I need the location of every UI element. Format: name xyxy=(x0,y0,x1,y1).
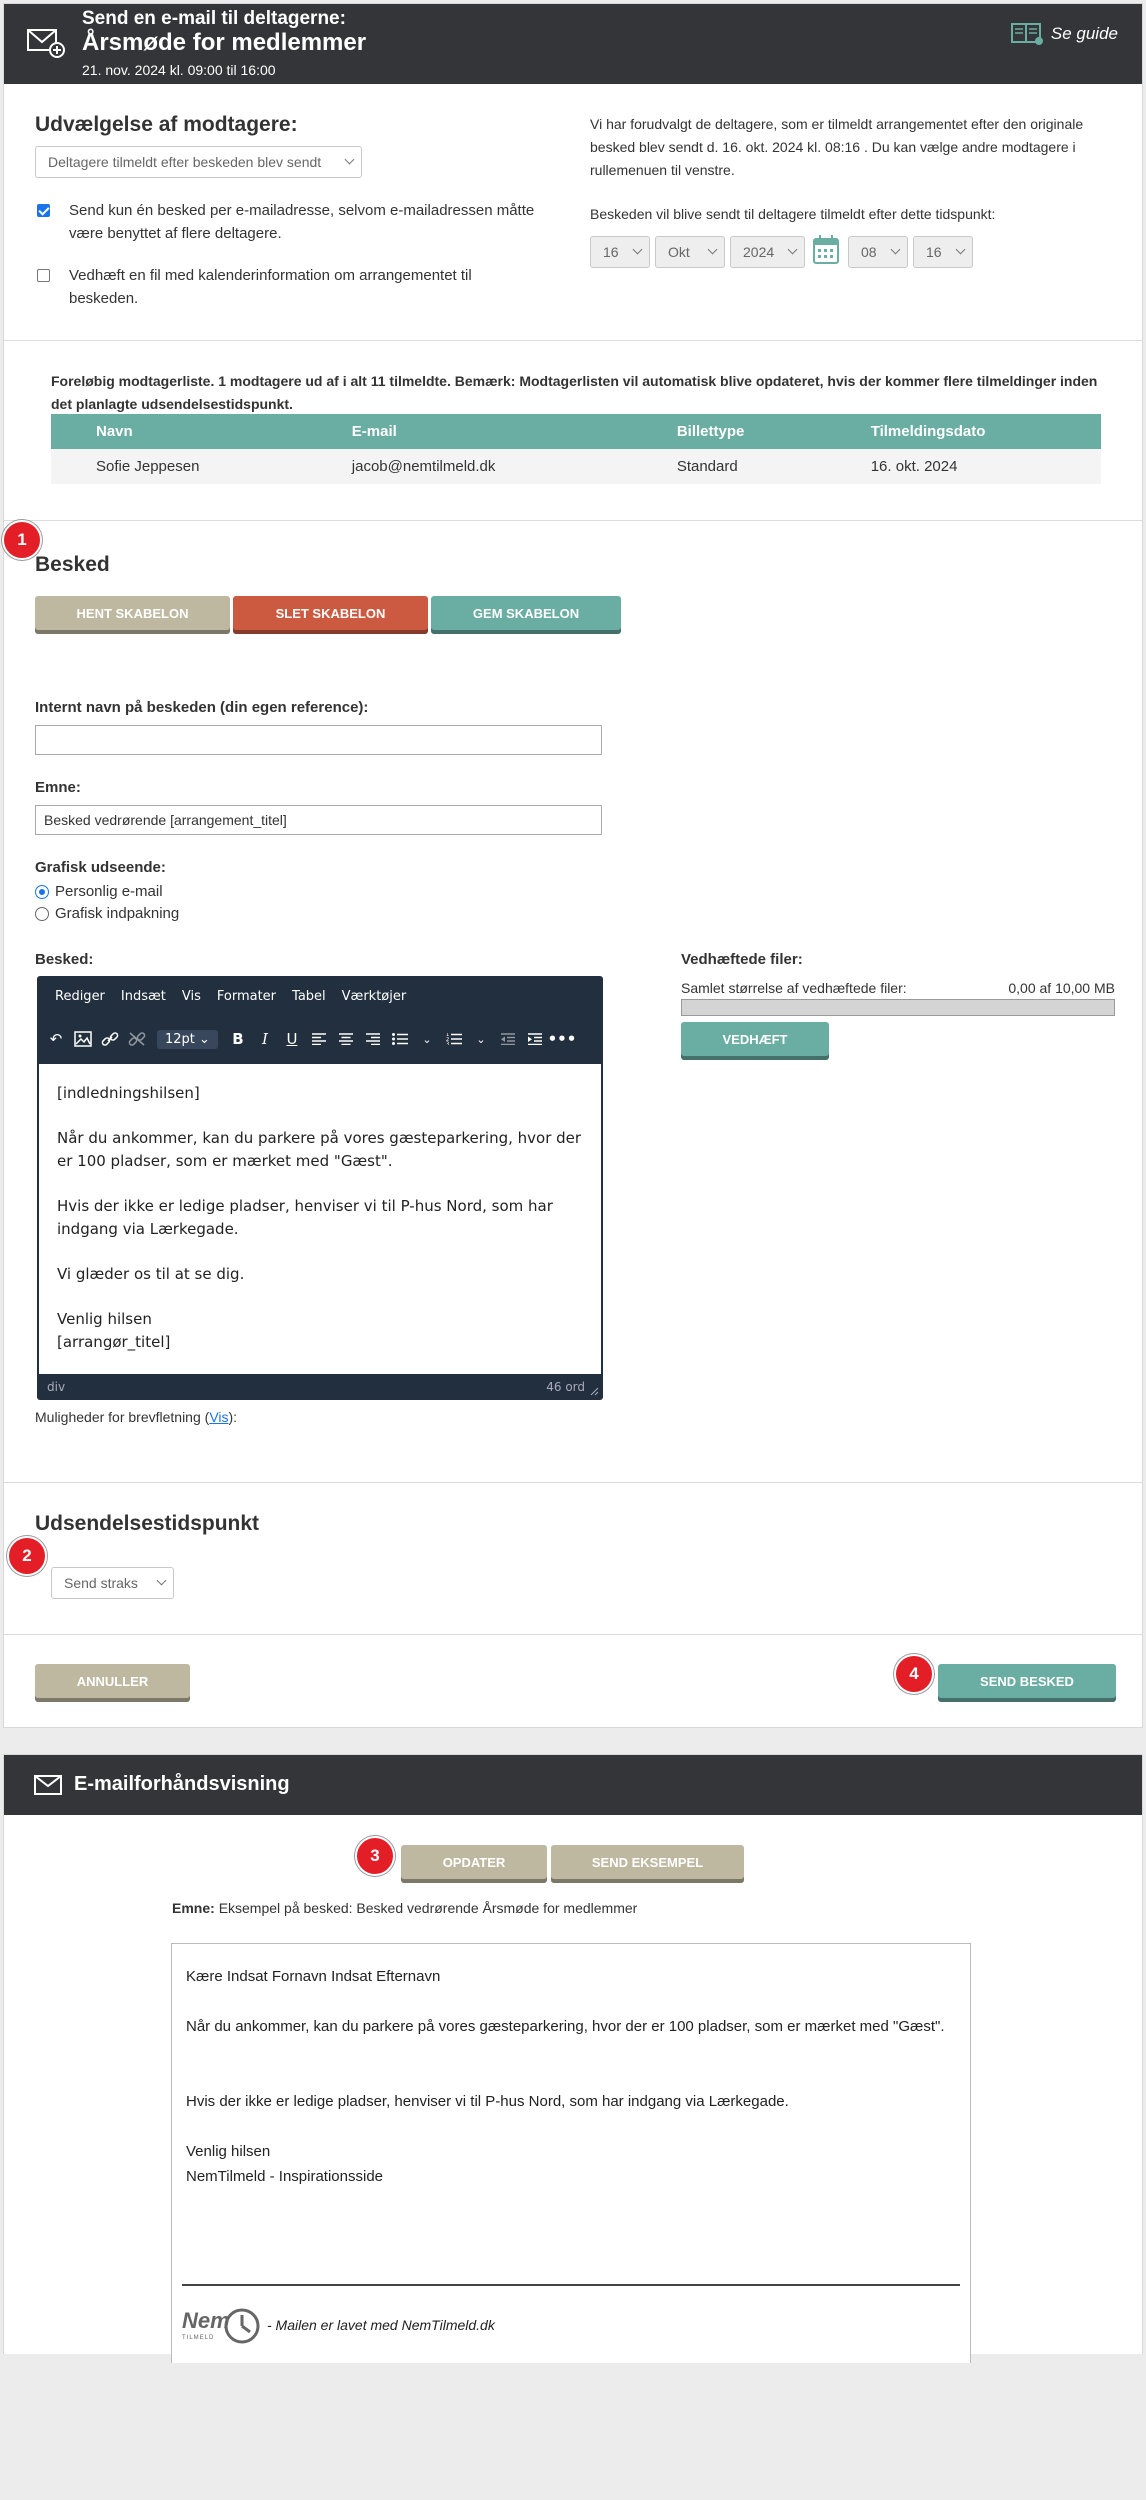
mail-icon xyxy=(34,1775,62,1795)
column-header: Navn xyxy=(51,414,307,449)
update-preview-button[interactable]: OPDATER xyxy=(401,1845,547,1883)
preselection-info: Vi har forudvalgt de deltagere, som er tilmeldt arrangementet efter den originale besked blev sendt d. 16. okt. 2024 kl. 08:16 . Du kan vælge andre modtagere i rullemenuen til venstre. xyxy=(590,116,1084,178)
attachments-label: Vedhæftede filer: xyxy=(681,951,803,968)
undo-icon[interactable]: ↶ xyxy=(49,1030,63,1048)
calendar-attachment-label: Vedhæft en fil med kalenderinformation om arrangementet til beskeden. xyxy=(69,267,472,307)
personal-email-label: Personlig e-mail xyxy=(55,883,163,900)
send-time-value: Send straks xyxy=(64,1575,138,1591)
merge-fields-link[interactable]: Vis xyxy=(209,1409,229,1425)
italic-icon[interactable]: I xyxy=(261,1030,268,1048)
attach-button[interactable]: VEDHÆFT xyxy=(681,1022,829,1060)
editor-paragraph: Vi glæder os til at se dig. xyxy=(57,1265,245,1283)
preview-subject-value: Eksempel på besked: Besked vedrørende Årsmøde for medlemmer xyxy=(218,1900,638,1916)
chevron-down-icon xyxy=(956,245,966,255)
editor-toolbar xyxy=(45,1028,577,1050)
delete-template-button[interactable]: SLET SKABELON xyxy=(233,596,428,634)
minute-select[interactable] xyxy=(913,236,973,268)
calendar-attachment-checkbox[interactable] xyxy=(37,269,50,282)
header-subtitle: Send en e-mail til deltagerne: xyxy=(82,8,346,29)
font-size-select[interactable]: 12pt ⌄ xyxy=(157,1030,218,1049)
indent-icon[interactable] xyxy=(524,1028,546,1050)
mail-add-icon xyxy=(26,26,66,58)
preview-closing: Venlig hilsen xyxy=(186,2143,271,2160)
preview-signature: NemTilmeld - Inspirationsside xyxy=(186,2168,384,2185)
day-value: 16 xyxy=(603,244,619,260)
editor-closing: Venlig hilsen xyxy=(57,1310,152,1328)
editor-statusbar xyxy=(37,1374,603,1400)
month-value: Okt xyxy=(668,244,690,260)
svg-text:2: 2 xyxy=(445,1037,450,1043)
message-heading: Besked xyxy=(35,553,110,576)
recipient-filter-select[interactable] xyxy=(35,146,362,178)
chevron-down-icon[interactable]: ⌄ xyxy=(476,1032,486,1046)
menu-view[interactable]: Vis xyxy=(181,989,201,1004)
send-example-button[interactable]: SEND EKSEMPEL xyxy=(551,1845,744,1883)
chevron-down-icon xyxy=(345,155,355,165)
design-label: Grafisk udseende: xyxy=(35,859,166,876)
guide-book-icon xyxy=(1011,22,1045,46)
element-path: div xyxy=(47,1380,66,1394)
merge-fields-text xyxy=(35,1406,237,1429)
recipient-ticket: Standard xyxy=(632,449,826,484)
compose-header xyxy=(4,4,1142,84)
editor-paragraph: Når du ankommer, kan du parkere på vores gæsteparkering, hvor der er 100 pladser, som er mærket med "Gæst". xyxy=(57,1129,582,1170)
nemtilmeld-logo xyxy=(182,2306,260,2350)
preview-greeting: Kære Indsat Fornavn Indsat Efternavn xyxy=(186,1968,441,1985)
editor-paragraph: [indledningshilsen] xyxy=(57,1084,200,1102)
recipient-table xyxy=(51,414,1101,484)
recipient-notice: Foreløbig modtagerliste. 1 modtagere ud af i alt 11 tilmeldte. Bemærk: Modtagerlisten vil automatisk blive opdateret, hvis der kommer flere tilmeldinger inden det planlagte udsendelsestidspunkt. xyxy=(51,373,1098,412)
event-date: 21. nov. 2024 kl. 09:00 til 16:00 xyxy=(82,62,276,78)
image-icon[interactable] xyxy=(72,1028,94,1050)
preview-paragraph: Når du ankommer, kan du parkere på vores gæsteparkering, hvor der er 100 pladser, som er mærket med "Gæst". xyxy=(186,2018,945,2035)
hour-select[interactable] xyxy=(848,236,908,268)
svg-text:1: 1 xyxy=(445,1033,450,1038)
editor-menubar xyxy=(55,989,406,1004)
guide-label: Se guide xyxy=(1050,24,1118,43)
section-divider xyxy=(4,1634,1142,1635)
word-count: 46 ord xyxy=(546,1380,585,1394)
more-icon[interactable]: ••• xyxy=(547,1030,577,1048)
step-marker-3: 3 xyxy=(355,1836,395,1876)
internal-name-label: Internt navn på beskeden (din egen reference): xyxy=(35,699,369,716)
align-right-icon[interactable] xyxy=(362,1028,384,1050)
editor-content[interactable] xyxy=(39,1064,601,1374)
graphic-wrap-radio[interactable] xyxy=(35,907,49,921)
menu-table[interactable]: Tabel xyxy=(292,989,326,1004)
day-select[interactable] xyxy=(590,236,650,268)
time-label: Beskeden vil blive sendt til deltagere tilmeldt efter dette tidspunkt: xyxy=(590,206,996,222)
step-marker-4: 4 xyxy=(894,1654,934,1694)
resize-handle-icon[interactable] xyxy=(590,1387,599,1396)
attachments-size-label: Samlet størrelse af vedhæftede filer: xyxy=(681,980,907,996)
chevron-down-icon xyxy=(157,1576,167,1586)
guide-link[interactable] xyxy=(1011,22,1118,46)
compose-panel xyxy=(3,3,1143,1728)
preview-footer-rule xyxy=(182,2284,960,2286)
send-message-button[interactable]: SEND BESKED xyxy=(938,1664,1116,1702)
editor-signature: [arrangør_titel] xyxy=(57,1333,171,1351)
load-template-button[interactable]: HENT SKABELON xyxy=(35,596,230,634)
align-center-icon[interactable] xyxy=(335,1028,357,1050)
preview-footer-text: - Mailen er lavet med NemTilmeld.dk xyxy=(267,2317,495,2333)
preview-header xyxy=(4,1755,1142,1815)
preview-paragraph: Hvis der ikke er ledige pladser, henviser vi til P-hus Nord, som har indgang via Lærkegade. xyxy=(186,2093,789,2110)
merge-suffix: ): xyxy=(228,1409,238,1425)
internal-name-input[interactable] xyxy=(35,725,602,755)
body-label: Besked: xyxy=(35,951,94,968)
save-template-button[interactable]: GEM SKABELON xyxy=(431,596,621,634)
logo-wordmark: Nem xyxy=(182,2308,230,2333)
column-header: E-mail xyxy=(307,414,632,449)
link-icon[interactable] xyxy=(99,1028,121,1050)
underline-icon[interactable]: U xyxy=(286,1030,298,1048)
recipient-table-header xyxy=(51,414,1101,449)
year-select[interactable] xyxy=(730,236,805,268)
step-marker-2: 2 xyxy=(7,1536,47,1576)
menu-insert[interactable]: Indsæt xyxy=(120,989,166,1004)
section-divider xyxy=(4,520,1142,521)
outdent-icon[interactable] xyxy=(497,1028,519,1050)
schedule-heading: Udsendelsestidspunkt xyxy=(35,1512,260,1535)
single-message-label: Send kun én besked per e-mailadresse, selvom e-mailadressen måtte være benyttet af flere deltagere. xyxy=(69,202,535,242)
month-select[interactable] xyxy=(655,236,725,268)
recipient-name: Sofie Jeppesen xyxy=(51,449,307,484)
section-divider xyxy=(4,340,1142,341)
attachments-progress-bar xyxy=(681,999,1115,1016)
menu-edit[interactable]: Rediger xyxy=(55,989,105,1004)
numbered-list-icon[interactable] xyxy=(443,1028,465,1050)
section-divider xyxy=(4,1482,1142,1483)
chevron-down-icon[interactable]: ⌄ xyxy=(422,1032,432,1046)
bold-icon[interactable]: B xyxy=(232,1030,244,1048)
column-header: Tilmeldingsdato xyxy=(826,414,1101,449)
menu-format[interactable]: Formater xyxy=(216,989,277,1004)
bullet-list-icon[interactable] xyxy=(389,1028,411,1050)
table-row xyxy=(51,449,1101,484)
font-size-value: 12pt xyxy=(165,1031,195,1047)
recipient-email: jacob@nemtilmeld.dk xyxy=(307,449,632,484)
year-value: 2024 xyxy=(743,244,775,260)
column-header: Billettype xyxy=(632,414,826,449)
chevron-down-icon xyxy=(633,245,643,255)
calendar-icon[interactable] xyxy=(812,234,840,266)
subject-input[interactable]: Besked vedrørende [arrangement_titel] xyxy=(35,805,602,835)
menu-tools[interactable]: Værktøjer xyxy=(341,989,407,1004)
chevron-down-icon xyxy=(708,245,718,255)
preview-title: E-mailforhåndsvisning xyxy=(74,1773,290,1795)
preview-subject-label: Emne: xyxy=(172,1900,215,1916)
svg-text:3: 3 xyxy=(445,1041,450,1045)
rich-text-editor[interactable] xyxy=(37,976,603,1400)
personal-email-radio[interactable] xyxy=(35,885,49,899)
selection-heading: Udvælgelse af modtagere: xyxy=(35,113,298,136)
preview-subject xyxy=(172,1897,637,1920)
graphic-wrap-label: Grafisk indpakning xyxy=(55,905,180,922)
cancel-button[interactable]: ANNULLER xyxy=(35,1664,190,1702)
align-left-icon[interactable] xyxy=(308,1028,330,1050)
subject-label: Emne: xyxy=(35,779,81,796)
attachments-size-value: 0,00 af 10,00 MB xyxy=(1008,980,1115,996)
single-message-checkbox[interactable] xyxy=(37,204,50,217)
minute-value: 16 xyxy=(926,244,942,260)
merge-prefix: Muligheder for brevfletning ( xyxy=(35,1409,210,1425)
logo-subtext: TILMELD xyxy=(182,2335,215,2341)
chevron-down-icon xyxy=(891,245,901,255)
send-time-select[interactable] xyxy=(51,1567,174,1599)
recipient-filter-value: Deltagere tilmeldt efter beskeden blev sendt xyxy=(48,154,322,170)
email-preview xyxy=(171,1943,971,2363)
event-title: Årsmøde for medlemmer xyxy=(82,29,367,56)
unlink-icon[interactable] xyxy=(126,1028,148,1050)
step-marker-1: 1 xyxy=(2,520,42,560)
recipient-date: 16. okt. 2024 xyxy=(826,449,1101,484)
chevron-down-icon xyxy=(788,245,798,255)
hour-value: 08 xyxy=(861,244,877,260)
editor-paragraph: Hvis der ikke er ledige pladser, henviser vi til P-hus Nord, som har indgang via Lærkegade. xyxy=(57,1197,553,1238)
